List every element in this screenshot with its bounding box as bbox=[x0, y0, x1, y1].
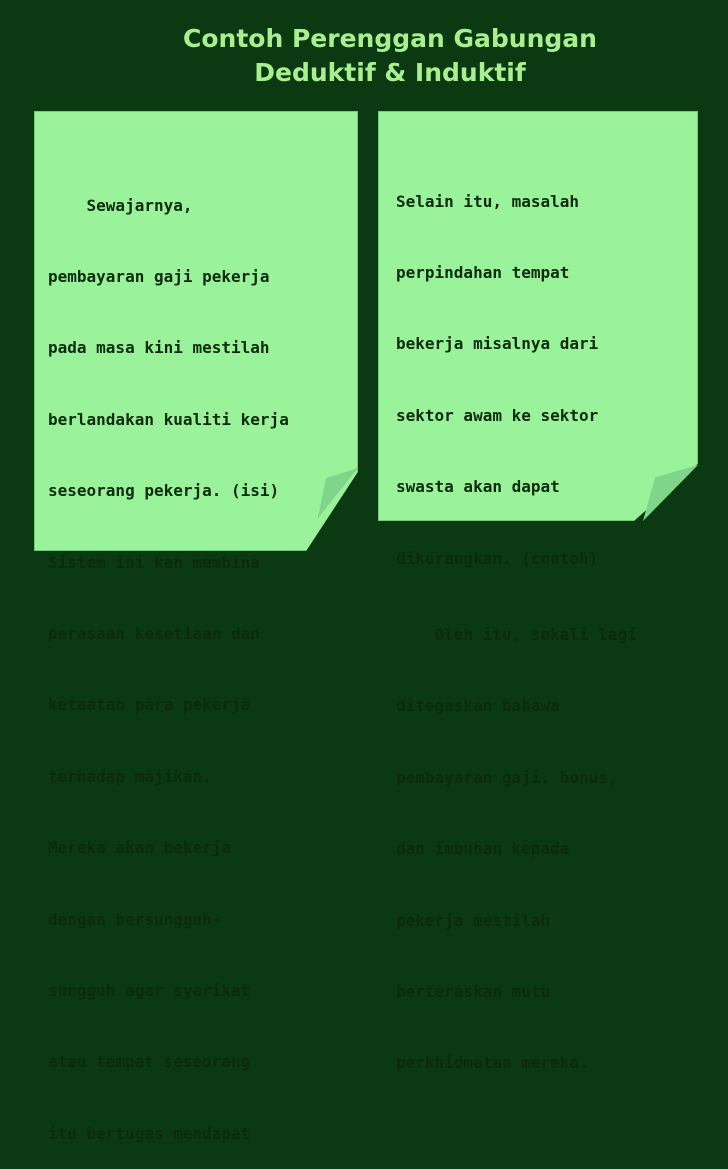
right-note-line: Selain itu, masalah bbox=[396, 191, 580, 211]
right-note-line: bekerja misalnya dari bbox=[396, 334, 599, 354]
right-note-line: pekerja mestilah bbox=[396, 910, 551, 930]
right-note-line: perkhidmatan mereka. bbox=[396, 1053, 589, 1073]
right-note-line: perpindahan tempat bbox=[396, 262, 570, 282]
right-note-line: sektor awam ke sektor bbox=[396, 405, 599, 425]
left-note-text bbox=[48, 146, 289, 1169]
right-note-line: Oleh itu, sekali lagi bbox=[396, 624, 637, 644]
left-note-line: pembayaran gaji pekerja bbox=[48, 266, 270, 286]
right-note-line: swasta akan dapat bbox=[396, 477, 560, 497]
left-note-line: berlandakan kualiti kerja bbox=[48, 409, 289, 429]
left-note-line: perasaan kesetiaan dan bbox=[48, 623, 260, 643]
right-note-line: berteraskan mutu bbox=[396, 981, 551, 1001]
title-line-1: Contoh Perenggan Gabungan bbox=[183, 24, 597, 53]
left-note-line: sungguh agar syarikat bbox=[48, 980, 251, 1000]
left-note-line: Sewajarnya, bbox=[48, 195, 193, 215]
left-note-line: atau tempat seseorang bbox=[48, 1052, 251, 1072]
right-note-line: dan imbuhan kepada bbox=[396, 839, 570, 859]
right-note-line: pembayaran gaji, bonus, bbox=[396, 767, 618, 787]
left-note-line: ketaatan para pekerja bbox=[48, 695, 251, 715]
left-note-line: seseorang pekerja. (isi) bbox=[48, 481, 280, 501]
slide-title bbox=[120, 22, 660, 90]
left-note-line: terhadap majikan. bbox=[48, 766, 212, 786]
title-line-2: Deduktif & Induktif bbox=[254, 58, 526, 87]
right-note-line: ditegaskan bahawa bbox=[396, 696, 560, 716]
left-note-line: dengan bersungguh- bbox=[48, 909, 222, 929]
left-note-line: itu bertugas mendapat bbox=[48, 1123, 251, 1143]
left-note-line: pada masa kini mestilah bbox=[48, 338, 270, 358]
right-note-line: dikurangkan. (contoh) bbox=[396, 548, 599, 568]
left-note-line: Mereka akan bekerja bbox=[48, 838, 232, 858]
left-note-line: Sistem ini kan membina bbox=[48, 552, 260, 572]
right-note-text bbox=[396, 142, 637, 1099]
